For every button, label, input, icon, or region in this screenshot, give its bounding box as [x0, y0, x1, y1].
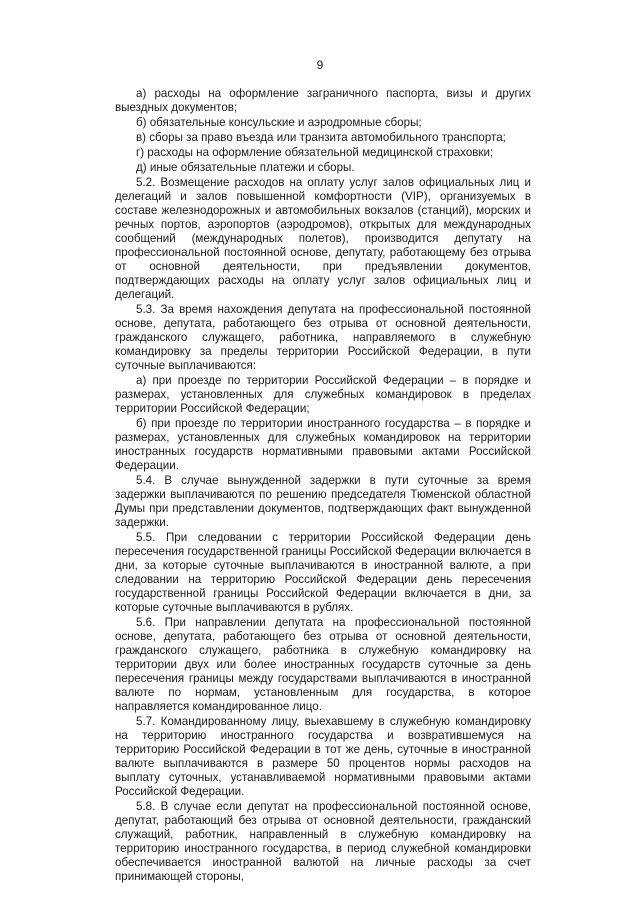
clause-5-3-b: б) при проезде по территории иностранного государства – в порядке и размерах, установленных для служебных командировок на территории иностранных государств нормативными правовыми актами Российской Федерации.	[115, 417, 531, 472]
clause-5-2: 5.2. Возмещение расходов на оплату услуг залов официальных лиц и делегаций и залов повышенной комфортности (VIP), организуемых в составе железнодорожных и автомобильных вокзалов (станций), морских и речных портов, аэропортов (аэродромов), открытых для международных сообщений (международных полетов), производится депутату на профессиональной постоянной основе, депутату, работающему без отрыва от основной деятельности, при предъявлении документов, подтверждающих расходы на оплату услуг залов официальных лиц и делегаций.	[115, 176, 531, 301]
clause-5-4: 5.4. В случае вынужденной задержки в пути суточные за время задержки выплачиваются по решению председателя Тюменской областной Думы при представлении документов, подтверждающих факт вынужденной задержки.	[115, 474, 531, 529]
list-item-v: в) сборы за право въезда или транзита автомобильного транспорта;	[136, 131, 506, 144]
list-item-a: а) расходы на оформление заграничного паспорта, визы и других выездных документов;	[115, 87, 531, 114]
clause-5-7: 5.7. Командированному лицу, выехавшему в служебную командировку на территорию иностранного государства и возвратившемуся на территорию Российской Федерации в тот же день, суточные в иностранной валюте выплачиваются в размере 50 процентов нормы расходов на выплату суточных, устанавливаемой нормативными правовыми актами Российской Федерации.	[115, 715, 531, 798]
list-item-b: б) обязательные консульские и аэродромные сборы;	[136, 116, 422, 129]
clause-5-3: 5.3. За время нахождения депутата на профессиональной постоянной основе, депутата, работающего без отрыва от основной деятельности, гражданского служащего, работника, направляемого в служебную командировку за пределы территории Российской Федерации, в пути суточные выплачиваются:	[115, 303, 531, 372]
clause-5-5: 5.5. При следовании с территории Российской Федерации день пересечения государственной границы Российской Федерации включается в дни, за которые суточные выплачиваются в иностранной валюте, а при следовании на территорию Российской Федерации день пересечения государственной границы Российской Федерации включается в дни, за которые суточные выплачиваются в рублях.	[115, 531, 531, 614]
clause-5-3-a: а) при проезде по территории Российской Федерации – в порядке и размерах, установленных для служебных командировок в пределах территории Российской Федерации;	[115, 374, 531, 415]
clause-5-8: 5.8. В случае если депутат на профессиональной постоянной основе, депутат, работающий без отрыва от основной деятельности, гражданский служащий, работник, направленный в служебную командировку на территорию иностранного государства, в период служебной командировки обеспечивается иностранной валютой на личные расходы за счет принимающей стороны,	[115, 800, 531, 883]
clause-5-6: 5.6. При направлении депутата на профессиональной постоянной основе, депутата, работающего без отрыва от основной деятельности, гражданского служащего, работника в служебную командировку на территории двух или более иностранных государств суточные за день пересечения границы между государствами выплачиваются в иностранной валюте по нормам, установленным для государства, в которое направляется командированное лицо.	[115, 616, 531, 713]
list-item-g: г) расходы на оформление обязательной медицинской страховки;	[136, 146, 494, 159]
body-text	[115, 87, 531, 885]
list-item-d: д) иные обязательные платежи и сборы.	[136, 161, 355, 174]
page-number: 9	[316, 58, 324, 72]
